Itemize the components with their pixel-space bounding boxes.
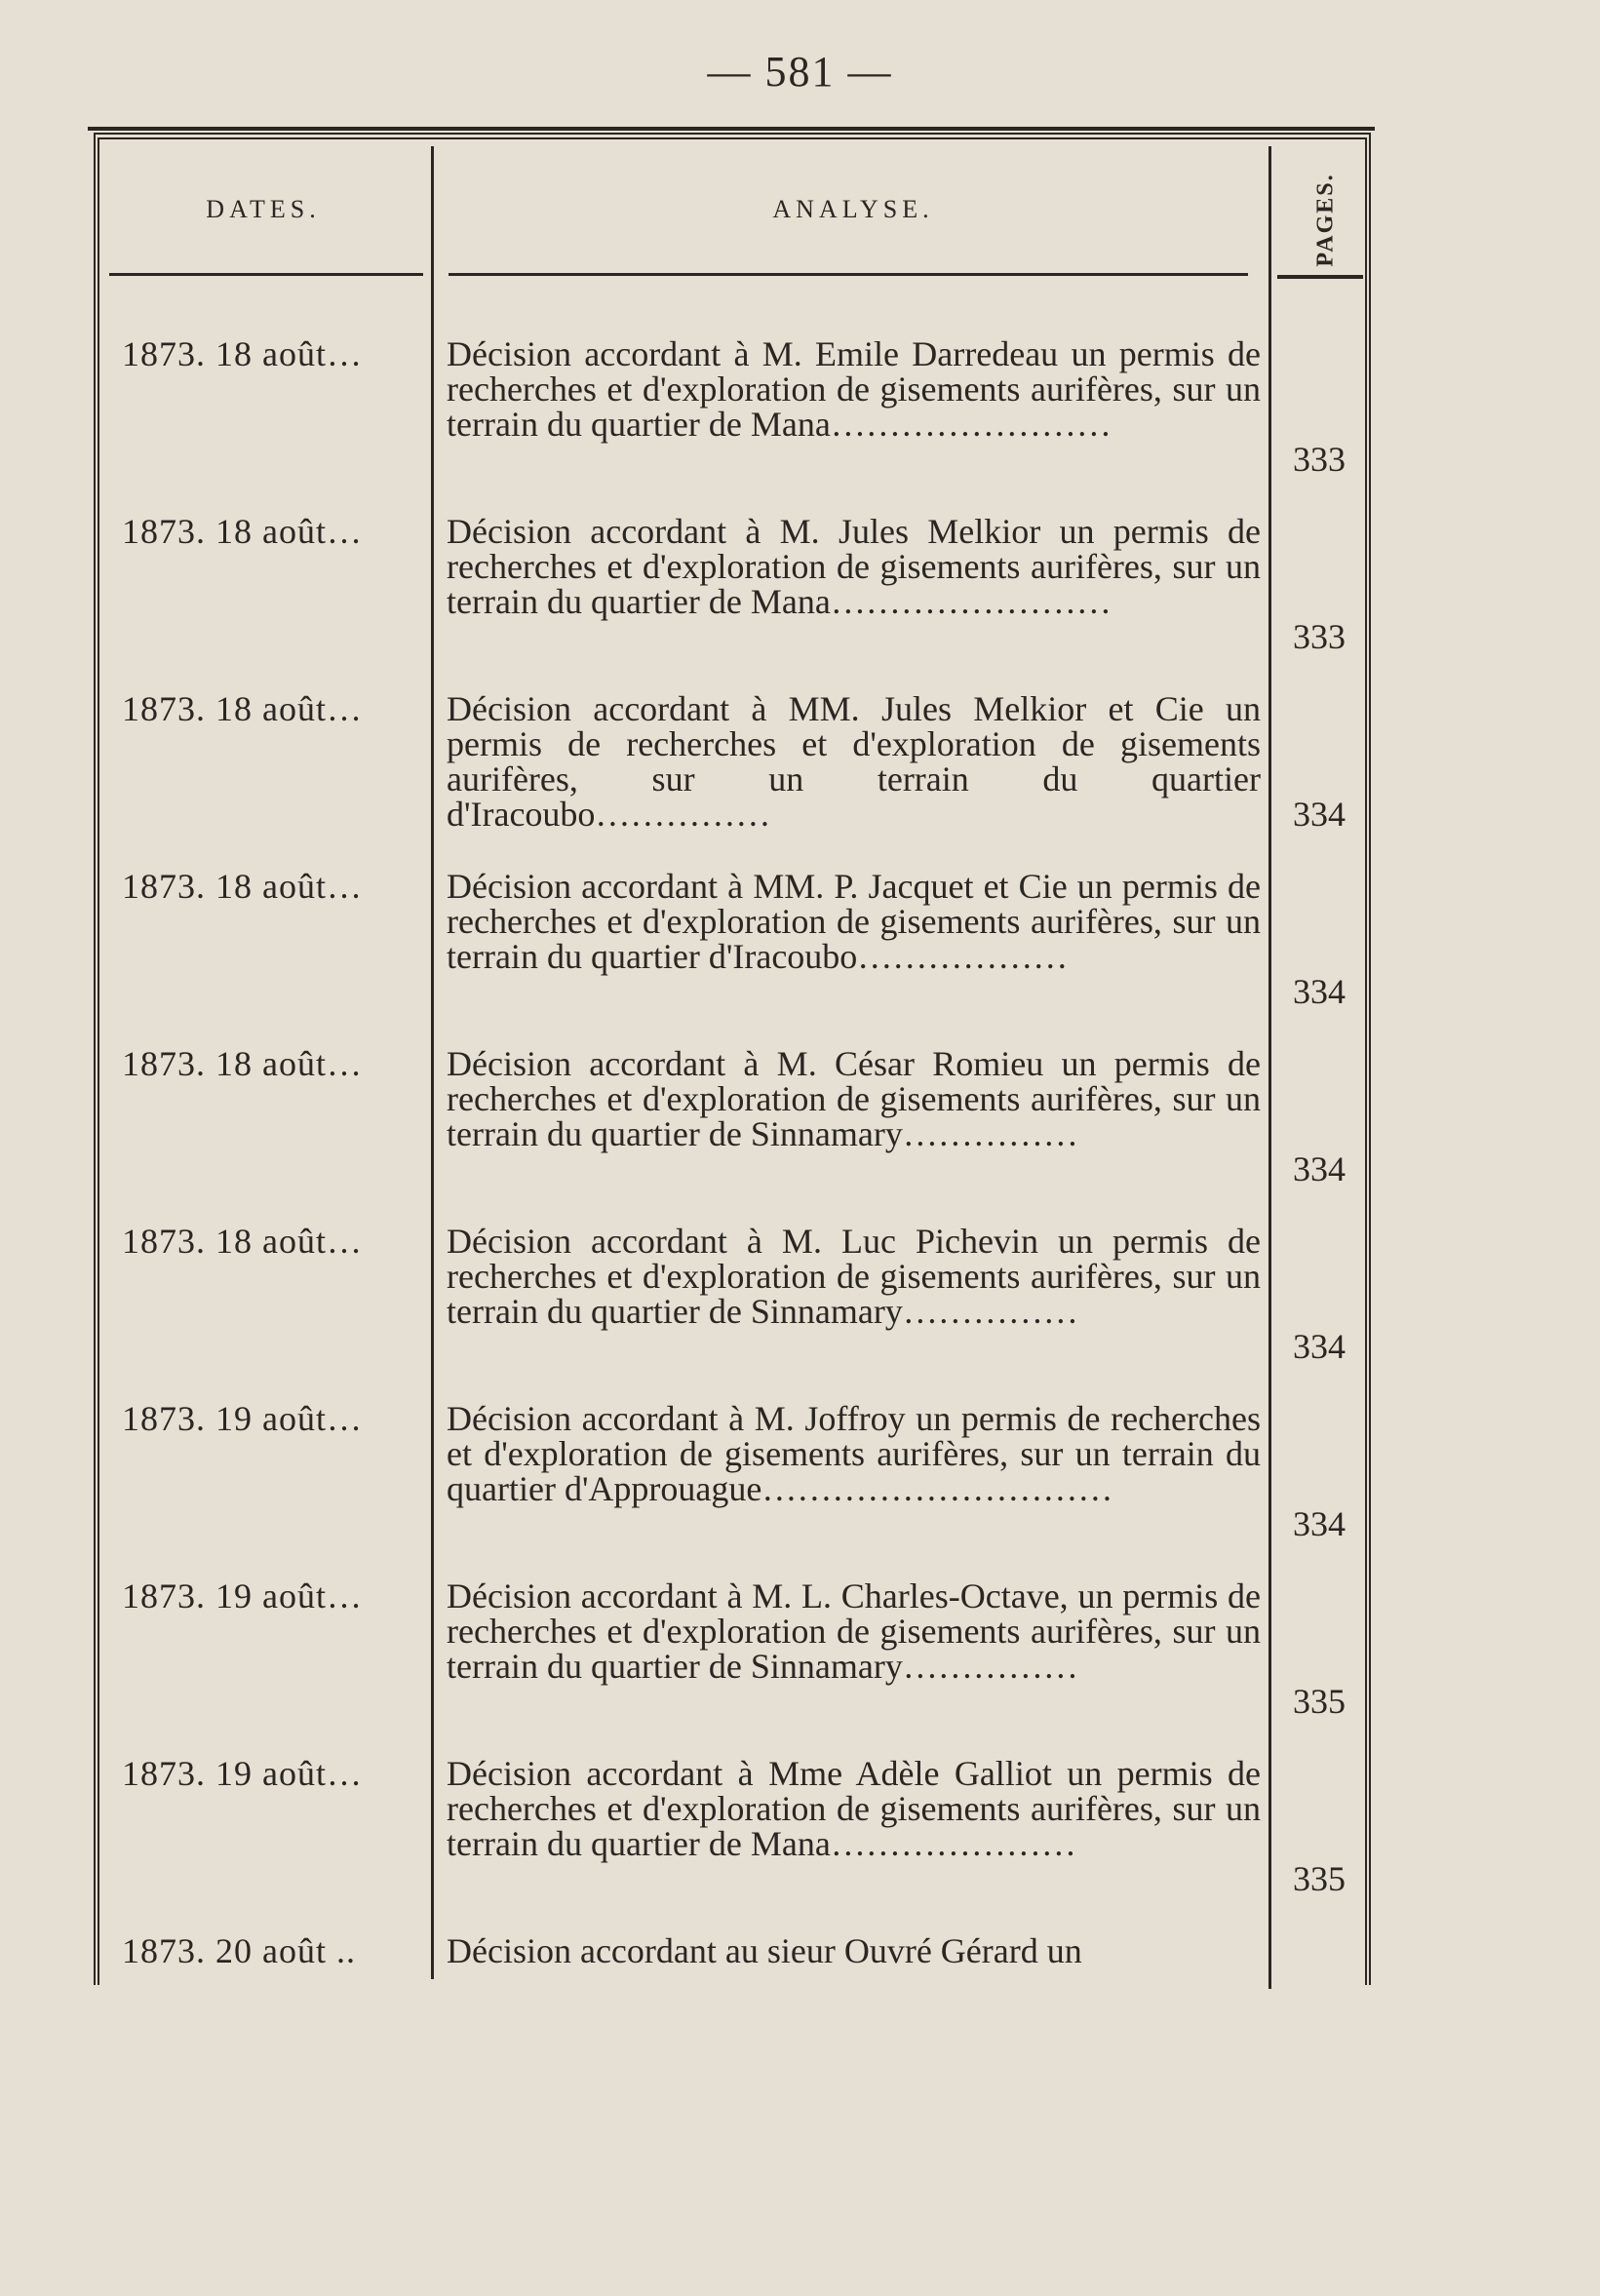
header-underline-dates xyxy=(109,273,423,276)
entry-page: 333 xyxy=(1293,440,1346,479)
entry-analyse-text: Décision accordant à MM. P. Jacquet et Cie un permis de recherches et d'exploration de gisements aurifères, sur un terrain du quartier d'Iracoubo……………… xyxy=(447,867,1261,976)
header-dates: DATES. xyxy=(206,195,321,223)
entries-list xyxy=(107,336,1375,1992)
header-pages-label: PAGES. xyxy=(1312,172,1339,267)
entry-date: 1873. 18 août… xyxy=(122,512,363,551)
page-number: — 581 — xyxy=(707,48,893,96)
entry-page: 334 xyxy=(1293,795,1346,834)
table-row xyxy=(107,869,1375,1046)
entry-analyse xyxy=(447,869,1261,974)
entry-date: 1873. 19 août… xyxy=(122,1576,363,1615)
entry-analyse-text: Décision accordant à Mme Adèle Galliot un permis de recherches et d'exploration de gisements aurifères, sur un terrain du quartier de Mana………………… xyxy=(447,1754,1261,1863)
table-row xyxy=(107,1756,1375,1933)
header-underline-analyse xyxy=(449,273,1248,276)
entry-analyse-text: Décision accordant à M. Emile Darredeau un permis de recherches et d'exploration de gisements aurifères, sur un terrain du quartier de Mana…………………… xyxy=(447,334,1261,444)
table-top-rule xyxy=(88,127,1375,131)
entry-date: 1873. 18 août… xyxy=(122,1044,363,1083)
table-row xyxy=(107,514,1375,691)
entry-analyse xyxy=(447,1401,1261,1506)
entry-date: 1873. 19 août… xyxy=(122,1754,363,1793)
entry-analyse-text: Décision accordant à M. Jules Melkior un permis de recherches et d'exploration de gisements aurifères, sur un terrain du quartier de Mana…………………… xyxy=(447,512,1261,621)
table-row xyxy=(107,1224,1375,1401)
entry-analyse-text: Décision accordant à M. César Romieu un permis de recherches et d'exploration de gisements aurifères, sur un terrain du quartier de Sinnamary…………… xyxy=(447,1044,1261,1153)
entry-analyse-text: Décision accordant à M. Joffroy un permis de recherches et d'exploration de gisements aurifères, sur un terrain du quartier d'Approuague………………………… xyxy=(447,1399,1261,1508)
table-row xyxy=(107,336,1375,514)
entry-analyse xyxy=(447,336,1261,442)
entry-page: 335 xyxy=(1293,1682,1346,1721)
entry-analyse-text: Décision accordant à M. L. Charles-Octave, un permis de recherches et d'exploration de gisements aurifères, sur un terrain du quartier de Sinnamary…………… xyxy=(447,1576,1261,1686)
entry-analyse xyxy=(447,1224,1261,1329)
table-row xyxy=(107,1401,1375,1578)
header-pages xyxy=(1287,166,1365,273)
table-row xyxy=(107,1933,1375,1992)
entry-page: 334 xyxy=(1293,1327,1346,1366)
table-row xyxy=(107,1046,1375,1224)
table-row xyxy=(107,691,1375,869)
entry-page: 335 xyxy=(1293,1859,1346,1898)
entry-date: 1873. 18 août… xyxy=(122,334,363,373)
entry-date: 1873. 19 août… xyxy=(122,1399,363,1438)
entry-analyse-text: Décision accordant à MM. Jules Melkior et Cie un permis de recherches et d'exploration de gisements aurifères, sur un terrain du quartier d'Iracoubo…………… xyxy=(447,689,1261,834)
header-analyse: ANALYSE. xyxy=(772,195,934,223)
entry-analyse-text: Décision accordant au sieur Ouvré Gérard un xyxy=(447,1931,1082,1970)
entry-page: 334 xyxy=(1293,1504,1346,1543)
entry-page: 333 xyxy=(1293,617,1346,656)
entry-date: 1873. 18 août… xyxy=(122,689,363,728)
entry-analyse xyxy=(447,1756,1261,1861)
table-row xyxy=(107,1578,1375,1756)
entry-analyse xyxy=(447,1578,1261,1684)
entry-page: 334 xyxy=(1293,1149,1346,1188)
header-underline-pages xyxy=(1277,275,1363,279)
entry-analyse xyxy=(447,1933,1261,1968)
entry-date: 1873. 18 août… xyxy=(122,1222,363,1261)
entry-date: 1873. 20 août .. xyxy=(122,1931,356,1970)
entry-page: 334 xyxy=(1293,972,1346,1011)
entry-analyse xyxy=(447,691,1261,832)
entry-date: 1873. 18 août… xyxy=(122,867,363,906)
entry-analyse-text: Décision accordant à M. Luc Pichevin un permis de recherches et d'exploration de gisements aurifères, sur un terrain du quartier de Sinnamary…………… xyxy=(447,1222,1261,1331)
entry-analyse xyxy=(447,514,1261,619)
entry-analyse xyxy=(447,1046,1261,1151)
